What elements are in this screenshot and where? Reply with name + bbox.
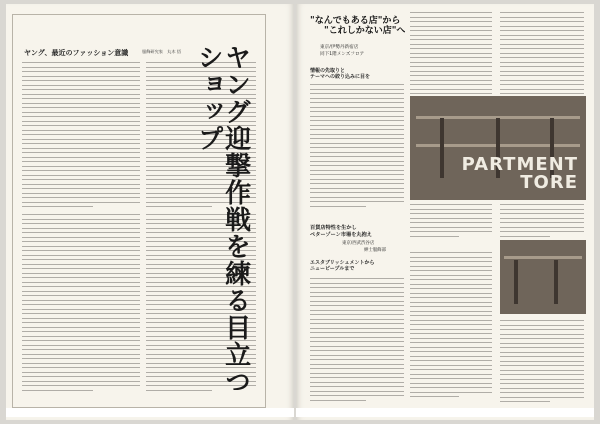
photo-sign-line2: TORE bbox=[520, 172, 578, 193]
photo-sign-text bbox=[462, 156, 578, 192]
section3-heading-line2: ニューピープルまで bbox=[310, 266, 355, 273]
right-title-line2: "これしかない店"へ bbox=[324, 26, 406, 37]
vertical-headline: ヤング迎撃作戦を練る目立つショップ bbox=[193, 44, 251, 395]
right-col3-bottom-text bbox=[500, 320, 584, 406]
section2-sub2: 紳士服飾部 bbox=[364, 248, 386, 253]
second-store-photo bbox=[500, 240, 586, 314]
section2-heading-line1: 百貨店特性を生かし bbox=[310, 225, 357, 231]
section2-heading-line2: ペターゾーン市場を丸抱え bbox=[310, 232, 372, 238]
right-sub2: 同下1階メンズフロア bbox=[320, 52, 365, 57]
right-sub1: 東京/伊勢丹新宿店 bbox=[320, 45, 359, 50]
byline: 服飾研究家 丸木 悟 bbox=[142, 49, 182, 54]
section3-heading-line1: エスタブリッシュメントから bbox=[310, 260, 375, 266]
section1-heading-line2: テーマへの絞り込みに目を bbox=[310, 74, 371, 81]
right-col2-lower-text bbox=[410, 204, 492, 240]
section1-heading-line1: 情報の先取りと bbox=[310, 68, 346, 74]
right-col1-text bbox=[310, 84, 404, 210]
right-col1-lower-text bbox=[310, 278, 404, 404]
right-col2-bottom-text bbox=[410, 252, 492, 401]
right-col3-lower-text bbox=[500, 204, 584, 240]
section3-heading bbox=[310, 260, 375, 273]
left-page bbox=[6, 4, 294, 420]
right-page bbox=[296, 4, 594, 420]
section2-sub: 東京/西武渋谷店 bbox=[342, 241, 375, 246]
photo-sign-line1: PARTMENT bbox=[461, 154, 578, 175]
store-photo bbox=[410, 96, 586, 200]
section2-heading bbox=[310, 224, 372, 238]
body-text-col1-lower bbox=[22, 214, 140, 394]
right-col2-text bbox=[410, 12, 492, 102]
article-title: ヤング、最近のファッション意識 bbox=[24, 48, 129, 57]
body-text-col1-upper bbox=[22, 62, 140, 211]
right-col3-text bbox=[500, 12, 584, 102]
section1-heading bbox=[310, 68, 370, 81]
right-title bbox=[310, 16, 405, 37]
right-title-line1: "なんでもある店"から bbox=[310, 16, 401, 26]
right-footer-strip bbox=[296, 408, 594, 417]
left-footer-strip bbox=[6, 408, 294, 417]
